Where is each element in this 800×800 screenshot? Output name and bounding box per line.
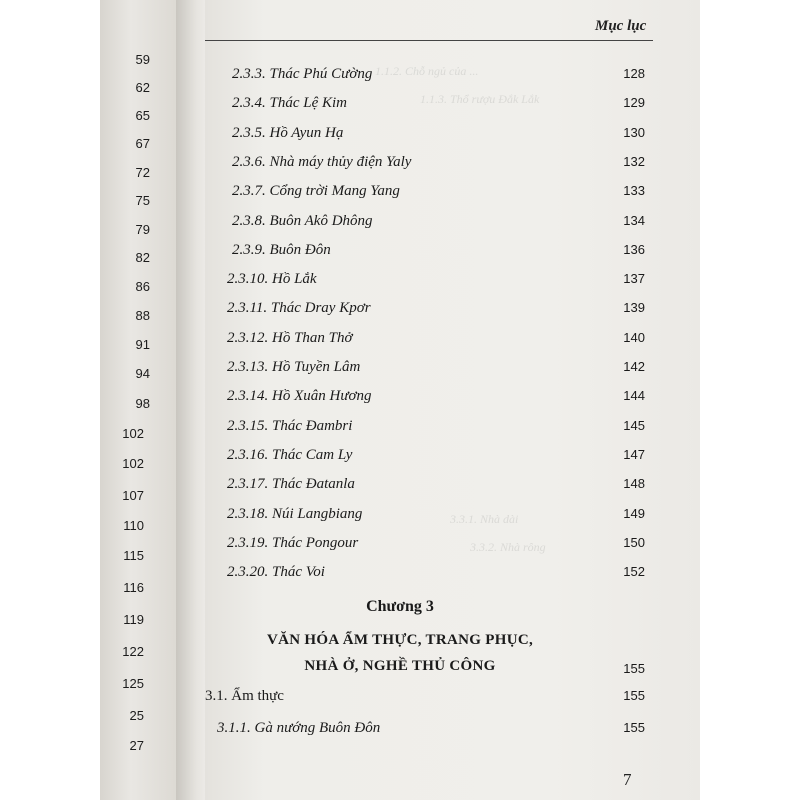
left-page-number: 102 xyxy=(122,426,144,441)
toc-entry-label: 2.3.11. Thác Dray Kpơr xyxy=(227,300,371,316)
left-page-number: 82 xyxy=(135,250,150,265)
toc-entry-label: 2.3.14. Hồ Xuân Hương xyxy=(227,388,372,404)
toc-entry-page: 128 xyxy=(623,66,645,81)
show-through-text: 3.3.1. Nhà dài xyxy=(450,512,519,526)
background-margin xyxy=(700,0,800,800)
toc-entry-label: 2.3.3. Thác Phú Cường xyxy=(232,66,373,82)
toc-entry-page: 137 xyxy=(623,271,645,286)
toc-row xyxy=(205,359,655,381)
toc-entry-page: 149 xyxy=(623,506,645,521)
toc-entry-page: 155 xyxy=(623,688,645,703)
show-through-text: 1.1.3. Thổ rượu Đắk Lắk xyxy=(420,92,540,106)
toc-entry-label: 2.3.20. Thác Voi xyxy=(227,564,325,580)
left-page-number: 67 xyxy=(135,136,150,151)
left-page-number: 98 xyxy=(135,396,150,411)
toc-row xyxy=(205,388,655,410)
toc-row xyxy=(205,213,655,235)
toc-row xyxy=(205,125,655,147)
toc-entry-label: 3.1.1. Gà nướng Buôn Đôn xyxy=(217,720,381,736)
left-page-number: 102 xyxy=(122,456,144,471)
left-page-number: 115 xyxy=(123,548,144,563)
toc-entry-page: 129 xyxy=(623,95,645,110)
left-page-number: 110 xyxy=(123,518,144,533)
left-page-number: 59 xyxy=(135,52,150,67)
toc-entry-label: 2.3.5. Hồ Ayun Hạ xyxy=(232,125,344,141)
left-page-number: 72 xyxy=(135,165,150,180)
left-page-number: 25 xyxy=(129,708,144,723)
toc-row xyxy=(205,271,655,293)
header-rule xyxy=(205,40,653,41)
chapter-subtitle-line2: NHÀ Ở, NGHỀ THỦ CÔNG xyxy=(304,658,496,674)
left-page-number: 75 xyxy=(135,193,150,208)
page-number: 7 xyxy=(623,770,632,789)
toc-entry-page: 155 xyxy=(623,720,645,735)
toc-entry-page: 148 xyxy=(623,476,645,491)
left-page-number: 122 xyxy=(122,644,144,659)
toc-entry-page: 140 xyxy=(623,330,645,345)
toc-entry-page: 133 xyxy=(623,183,645,198)
toc-entry-page: 132 xyxy=(623,154,645,169)
left-page-number: 91 xyxy=(135,337,150,352)
show-through-text: 3.3.2. Nhà rông xyxy=(470,540,546,554)
left-page-number: 65 xyxy=(135,108,150,123)
toc-row xyxy=(205,447,655,469)
left-page-number: 27 xyxy=(129,738,144,753)
left-page-number: 107 xyxy=(122,488,144,503)
left-page-number: 79 xyxy=(135,222,150,237)
left-page-number: 119 xyxy=(123,612,144,627)
toc-entry-page: 134 xyxy=(623,213,645,228)
toc-entry-page: 150 xyxy=(623,535,645,550)
toc-row xyxy=(205,154,655,176)
toc-entry-page: 147 xyxy=(623,447,645,462)
toc-row xyxy=(205,535,655,557)
toc-entry-label: 2.3.18. Núi Langbiang xyxy=(227,506,363,522)
toc-entry-label: 2.3.19. Thác Pongour xyxy=(227,535,359,551)
toc-entry-label: 2.3.13. Hồ Tuyền Lâm xyxy=(227,359,361,375)
toc-entry-label: 2.3.8. Buôn Akô Dhông xyxy=(232,213,373,229)
toc-entry-label: 2.3.15. Thác Đambri xyxy=(227,418,353,434)
left-page-number: 86 xyxy=(135,279,150,294)
toc-row-subsection xyxy=(205,720,655,742)
left-page-number: 125 xyxy=(122,676,144,691)
toc-entry-label: 2.3.12. Hồ Than Thở xyxy=(227,330,353,346)
toc-entry-page: 136 xyxy=(623,242,645,257)
left-page-number: 94 xyxy=(135,366,150,381)
toc-entry-page: 145 xyxy=(623,418,645,433)
toc-entry-label: 3.1. Ẩm thực xyxy=(205,688,284,704)
left-page-number: 116 xyxy=(123,580,144,595)
toc-row-section xyxy=(205,688,655,710)
toc-entry-label: 2.3.17. Thác Đatanla xyxy=(227,476,355,492)
chapter-page-number: 155 xyxy=(623,661,645,676)
toc-entry-label: 2.3.16. Thác Cam Ly xyxy=(227,447,353,463)
toc-row xyxy=(205,476,655,498)
toc-entry-label: 2.3.9. Buôn Đôn xyxy=(232,242,331,258)
chapter-subtitle-line1: VĂN HÓA ẨM THỰC, TRANG PHỤC, xyxy=(266,632,534,648)
toc-entry-page: 144 xyxy=(623,388,645,403)
toc-row xyxy=(205,66,655,88)
toc-entry-label: 2.3.7. Cổng trời Mang Yang xyxy=(232,183,400,199)
toc-entry-label: 2.3.4. Thác Lệ Kim xyxy=(232,95,348,111)
toc-entry-label: 2.3.6. Nhà máy thủy điện Yaly xyxy=(232,154,412,170)
toc-row xyxy=(205,242,655,264)
toc-row xyxy=(205,564,655,586)
left-page-number: 62 xyxy=(135,80,150,95)
toc-row xyxy=(205,330,655,352)
toc-entry-page: 130 xyxy=(623,125,645,140)
left-page-number: 88 xyxy=(135,308,150,323)
running-header: Mục lục xyxy=(595,18,647,34)
toc-entry-page: 142 xyxy=(623,359,645,374)
toc-row xyxy=(205,300,655,322)
show-through-text: 1.1.2. Chỗ ngủ của ... xyxy=(375,64,479,78)
toc-row xyxy=(205,95,655,117)
toc-row xyxy=(205,183,655,205)
toc-row xyxy=(205,418,655,440)
toc-row xyxy=(205,506,655,528)
toc-entry-page: 139 xyxy=(623,300,645,315)
left-facing-page xyxy=(100,0,178,800)
toc-entry-page: 152 xyxy=(623,564,645,579)
toc-entry-label: 2.3.10. Hồ Lắk xyxy=(227,271,317,287)
chapter-title: Chương 3 xyxy=(366,598,434,615)
